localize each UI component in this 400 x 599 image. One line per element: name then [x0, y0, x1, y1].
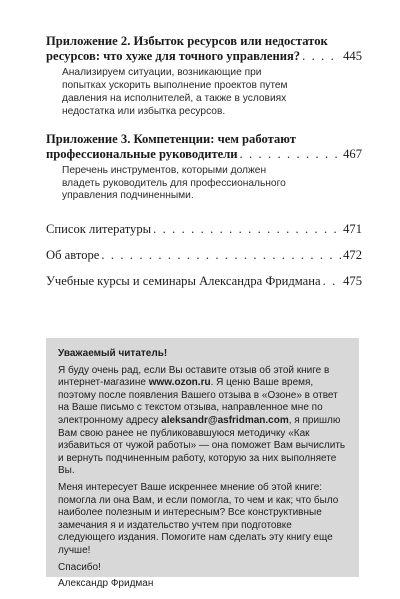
- toc-entry-title: Учебные курсы и семинары Александра Фридмана: [46, 274, 321, 289]
- toc-leader-dots: [302, 49, 341, 64]
- toc-page-number: 471: [343, 222, 362, 237]
- toc-leader-dots: [240, 147, 342, 162]
- toc-entry-appendix-3[interactable]: [46, 132, 362, 204]
- reader-box-signature: Александр Фридман: [58, 578, 154, 590]
- toc-entry-title: Приложение 3. Компетенции: чем работают: [46, 131, 296, 146]
- toc-leader-dots: [323, 274, 342, 289]
- toc-entry-title: Об авторе: [46, 248, 100, 263]
- author-email-link[interactable]: aleksandr@asfridman.com: [161, 414, 289, 426]
- toc-page-number: 475: [343, 274, 362, 289]
- reader-box-paragraph-1: Я буду очень рад, если Вы оставите отзыв об этой книге в интернет-магазине www.ozon.ru. Я ценю Ваше время, поэтому после появления Вашего отзыва в «Озоне» в ответ на Ваше письмо с текстом отзыва, направленное мне по электронному адресу aleksandr@asfridman.com, я пришлю Вам свою ранее не публиковавшуюся методичку «Как избавиться от чужой работы» — она поможет Вам вычислить и вернуть подчиненным работу, которую за них выполняете Вы.: [58, 364, 346, 477]
- toc-entry-title: Список литературы: [46, 222, 152, 237]
- toc-page-number: 445: [343, 49, 362, 63]
- toc-entry-courses[interactable]: [46, 274, 362, 289]
- toc-entry-title: Приложение 2. Избыток ресурсов или недостаток: [46, 34, 328, 48]
- ozon-link[interactable]: www.ozon.ru: [148, 377, 211, 389]
- table-of-contents: [46, 34, 362, 289]
- toc-entry-title-line2: ресурсов: что хуже для точного управления?: [46, 49, 301, 63]
- toc-entry-description: Перечень инструментов, которыми должен владеть руководитель для профессионального управления подчиненными.: [62, 164, 286, 202]
- reader-box-paragraph-2: Меня интересует Ваше искреннее мнение об этой книге: помогла ли она Вам, и если помогла, то чем и как; что было наиболее полезным и интересным? Все конструктивные замечания я и издательство учтем при подготовке следующего издания. Помогите нам сделать эту книгу еще лучше!: [58, 481, 339, 556]
- toc-entry-description: Анализируем ситуации, возникающие при попытках ускорить выполнение проектов путем давления на исполнителей, а также в условиях недостатка или избытка ресурсов.: [62, 67, 288, 117]
- toc-entry-bibliography[interactable]: [46, 222, 362, 237]
- reader-box-heading: Уважаемый читатель!: [58, 348, 168, 359]
- toc-leader-dots: [101, 248, 341, 263]
- toc-entry-appendix-2[interactable]: [46, 34, 362, 119]
- toc-entry-about-author[interactable]: [46, 248, 362, 263]
- toc-entry-title-line2: профессиональные руководители: [46, 146, 238, 161]
- toc-page-number: 467: [343, 146, 362, 161]
- reader-box-thanks: Спасибо!: [58, 561, 101, 573]
- toc-leader-dots: [153, 222, 341, 237]
- toc-page-number: 472: [343, 248, 362, 263]
- reader-message-box: [46, 338, 359, 590]
